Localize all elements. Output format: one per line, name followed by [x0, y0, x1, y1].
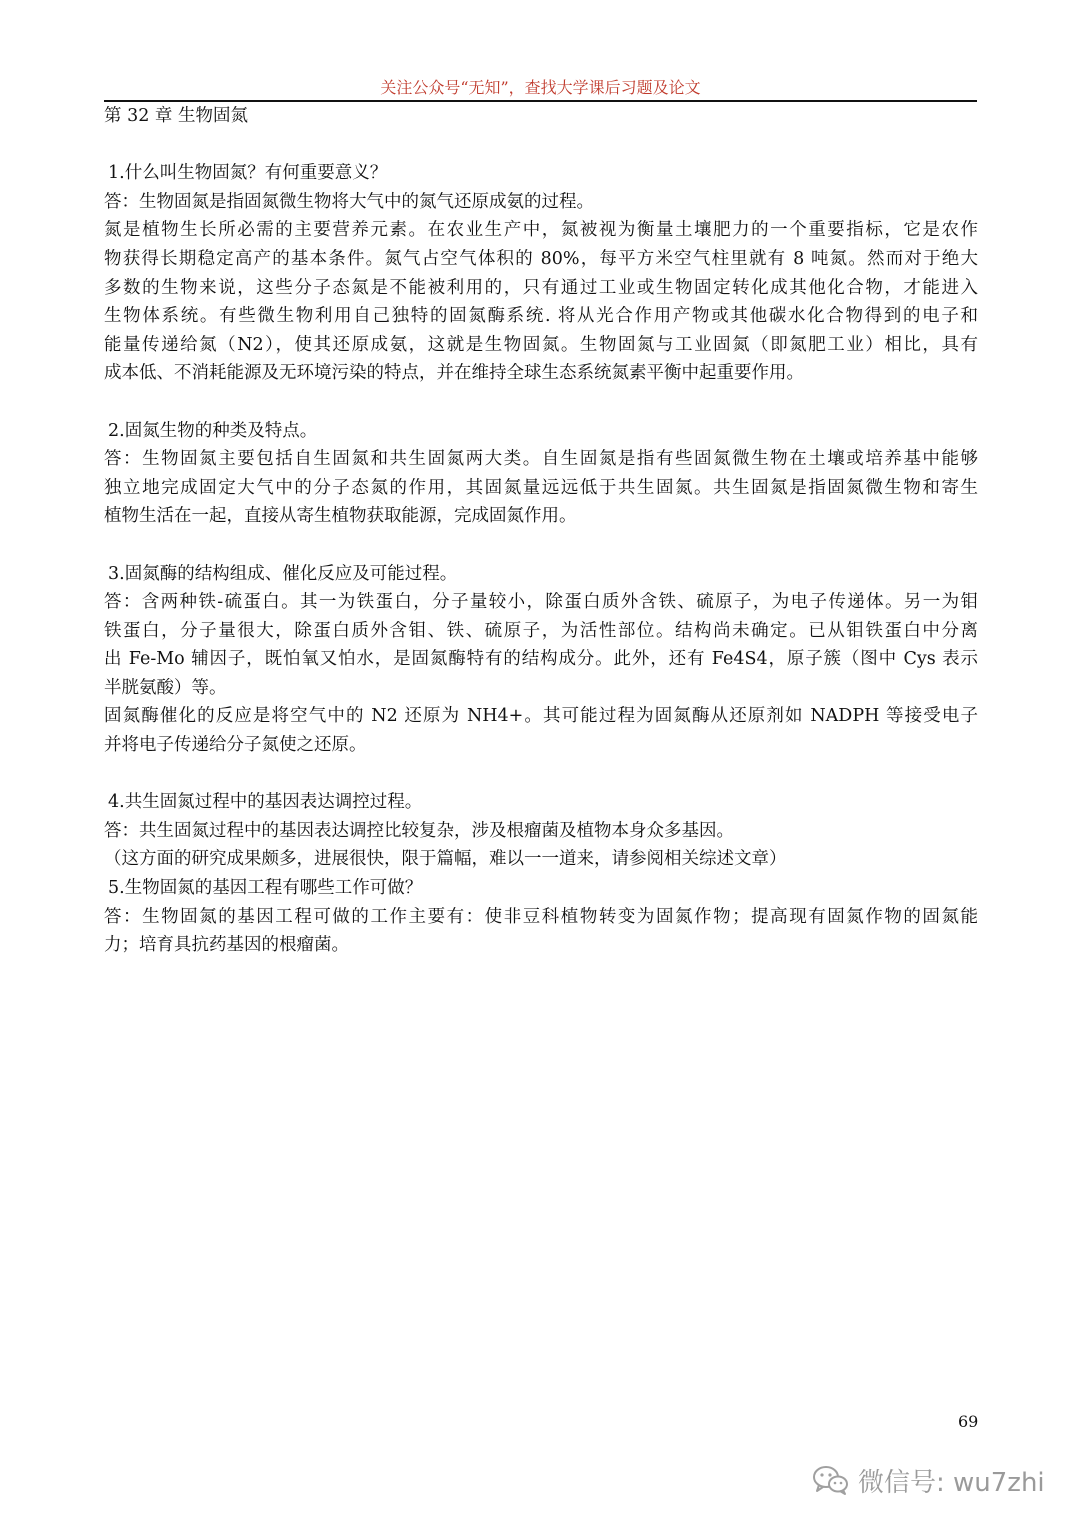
question-1: 1.什么叫生物固氮？有何重要意义？ — [108, 163, 388, 184]
answer-line: 物获得长期稳定高产的基本条件。氮气占空气体积的 80%，每平方米空气柱里就有 8 吨氮。然而对于绝大 — [104, 248, 978, 269]
question-2: 2.固氮生物的种类及特点。 — [108, 420, 318, 441]
answer-line: 答：生物固氮是指固氮微生物将大气中的氮气还原成氨的过程。 — [104, 191, 594, 212]
spacer — [104, 388, 978, 417]
watermark-text: 微信号: wu7zhi — [858, 1467, 1045, 1498]
answer-line: 氮是植物生长所必需的主要营养元素。在农业生产中，氮被视为衡量土壤肥力的一个重要指标，它是农作 — [104, 220, 978, 241]
answer-line: 半胱氨酸）等。 — [104, 677, 227, 698]
watermark — [812, 1458, 1045, 1502]
answer-line: 固氮酶催化的反应是将空气中的 N2 还原为 NH4+。其可能过程为固氮酶从还原剂如 NADPH 等接受电子 — [104, 706, 978, 727]
answer-line: 成本低、不消耗能源及无环境污染的特点，并在维持全球生态系统氮素平衡中起重要作用。 — [104, 363, 804, 384]
chapter-title: 第 32 章 生物固氮 — [104, 106, 248, 126]
answer-line: 力；培育具抗药基因的根瘤菌。 — [104, 935, 349, 956]
answer-line: 并将电子传递给分子氮使之还原。 — [104, 735, 367, 756]
question-4: 4.共生固氮过程中的基因表达调控过程。 — [108, 792, 423, 813]
question-5: 5.生物固氮的基因工程有哪些工作可做？ — [108, 878, 423, 899]
answer-line: （这方面的研究成果颇多，进展很快，限于篇幅，难以一一道来，请参阅相关综述文章） — [104, 849, 787, 870]
answer-line: 铁蛋白，分子量很大，除蛋白质外含钼、铁、硫原子，为活性部位。结构尚未确定。已从钼铁蛋白中分离 — [104, 620, 978, 641]
spacer — [104, 131, 978, 160]
spacer — [104, 531, 978, 560]
answer-line: 答：生物固氮主要包括自生固氮和共生固氮两大类。自生固氮是指有些固氮微生物在土壤或培养基中能够 — [104, 449, 978, 470]
answer-line: 出 Fe-Mo 辅因子，既怕氧又怕水，是固氮酶特有的结构成分。此外，还有 Fe4S4，原子簇（图中 Cys 表示 — [104, 649, 978, 670]
page-number: 69 — [958, 1412, 979, 1431]
answer-line: 答：共生固氮过程中的基因表达调控比较复杂，涉及根瘤菌及植物本身众多基因。 — [104, 820, 734, 841]
question-3: 3.固氮酶的结构组成、催化反应及可能过程。 — [108, 563, 458, 584]
answer-line: 答：含两种铁-硫蛋白。其一为铁蛋白，分子量较小，除蛋白质外含铁、硫原子，为电子传递体。另一为钼 — [104, 592, 978, 613]
answer-line: 生物体系统。有些微生物利用自己独特的固氮酶系统. 将从光合作用产物或其他碳水化合物得到的电子和 — [104, 306, 978, 327]
page-header: 关注公众号“无知”，查找大学课后习题及论文 — [380, 78, 701, 97]
answer-line: 多数的生物来说，这些分子态氮是不能被利用的，只有通过工业或生物固定转化成其他化合物，才能进入 — [104, 277, 978, 298]
answer-line: 植物生活在一起，直接从寄生植物获取能源，完成固氮作用。 — [104, 506, 577, 527]
spacer — [104, 760, 978, 789]
answer-line: 答：生物固氮的基因工程可做的工作主要有：使非豆科植物转变为固氮作物；提高现有固氮作物的固氮能 — [104, 906, 978, 927]
answer-line: 独立地完成固定大气中的分子态氮的作用，其固氮量远远低于共生固氮。共生固氮是指固氮微生物和寄生 — [104, 477, 978, 498]
answer-line: 能量传递给氮（N2），使其还原成氨，这就是生物固氮。生物固氮与工业固氮（即氮肥工业）相比，具有 — [104, 334, 978, 355]
document-body — [104, 102, 978, 960]
wechat-icon — [812, 1464, 850, 1496]
